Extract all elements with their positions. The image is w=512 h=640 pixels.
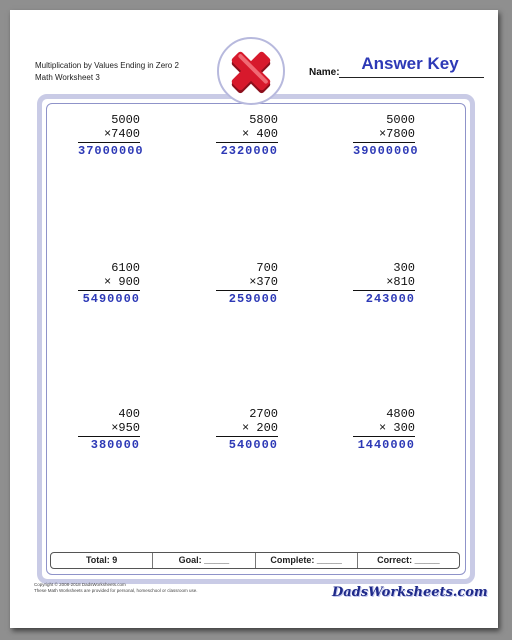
problem-2 <box>216 113 278 158</box>
multiplicand: 2700 <box>249 407 278 421</box>
multiplicand: 5800 <box>249 113 278 127</box>
name-field-line[interactable] <box>339 77 484 78</box>
answer-rule <box>353 142 415 143</box>
answer-rule <box>216 290 278 291</box>
product-answer: 540000 <box>228 438 278 452</box>
worksheet-page <box>10 10 498 628</box>
multiplicand: 300 <box>393 261 415 275</box>
product-answer: 2320000 <box>220 144 278 158</box>
answer-rule <box>78 436 140 437</box>
product-answer: 39000000 <box>353 144 419 158</box>
multiplicand: 5000 <box>111 113 140 127</box>
answer-rule <box>353 290 415 291</box>
problem-8 <box>216 407 278 452</box>
multiplier: ×7400 <box>103 127 140 141</box>
product-answer: 37000000 <box>78 144 144 158</box>
multiplier: ×810 <box>386 275 415 289</box>
problem-9 <box>353 407 415 452</box>
goal-cell[interactable]: Goal: _____ <box>153 553 255 568</box>
multiplier: ×7800 <box>378 127 415 141</box>
answer-rule <box>216 436 278 437</box>
product-answer: 380000 <box>90 438 140 452</box>
complete-cell[interactable]: Complete: _____ <box>256 553 358 568</box>
multiplier: × 200 <box>241 421 278 435</box>
product-answer: 259000 <box>228 292 278 306</box>
product-answer: 243000 <box>365 292 415 306</box>
name-label: Name: <box>309 67 340 78</box>
multiplier: × 900 <box>103 275 140 289</box>
problems-frame-inner <box>46 103 466 575</box>
multiplier: ×950 <box>111 421 140 435</box>
problems-frame <box>37 94 475 584</box>
problem-1 <box>78 113 144 158</box>
answer-key-label: Answer Key <box>361 54 459 73</box>
answer-rule <box>353 436 415 437</box>
copyright-notice <box>34 582 198 594</box>
total-cell: Total: 9 <box>51 553 153 568</box>
score-bar <box>50 552 460 569</box>
answer-key-badge <box>217 37 285 105</box>
problem-6 <box>353 261 415 306</box>
multiplier: × 300 <box>378 421 415 435</box>
multiplicand: 700 <box>256 261 278 275</box>
problem-5 <box>216 261 278 306</box>
multiplier: × 400 <box>241 127 278 141</box>
problem-3 <box>353 113 419 158</box>
product-answer: 1440000 <box>357 438 415 452</box>
answer-rule <box>78 142 140 143</box>
brand-logo: DadsWorksheets.com <box>332 585 488 600</box>
multiplier: ×370 <box>249 275 278 289</box>
multiplicand: 6100 <box>111 261 140 275</box>
worksheet-title <box>35 60 179 84</box>
answer-rule <box>216 142 278 143</box>
correct-cell[interactable]: Correct: _____ <box>377 555 440 565</box>
title-line-2: Math Worksheet 3 <box>35 73 100 82</box>
problem-4 <box>78 261 140 306</box>
problem-7 <box>78 407 140 452</box>
red-x-icon <box>225 45 277 97</box>
product-answer: 5490000 <box>82 292 140 306</box>
title-line-1: Multiplication by Values Ending in Zero 2 <box>35 61 179 70</box>
multiplicand: 4800 <box>386 407 415 421</box>
copyright-line-2: These Math Worksheets are provided for personal, homeschool or classroom use. <box>34 588 198 593</box>
multiplicand: 400 <box>118 407 140 421</box>
multiplicand: 5000 <box>386 113 415 127</box>
copyright-line-1: Copyright © 2008-2018 DadsWorksheets.com <box>34 582 126 587</box>
answer-rule <box>78 290 140 291</box>
